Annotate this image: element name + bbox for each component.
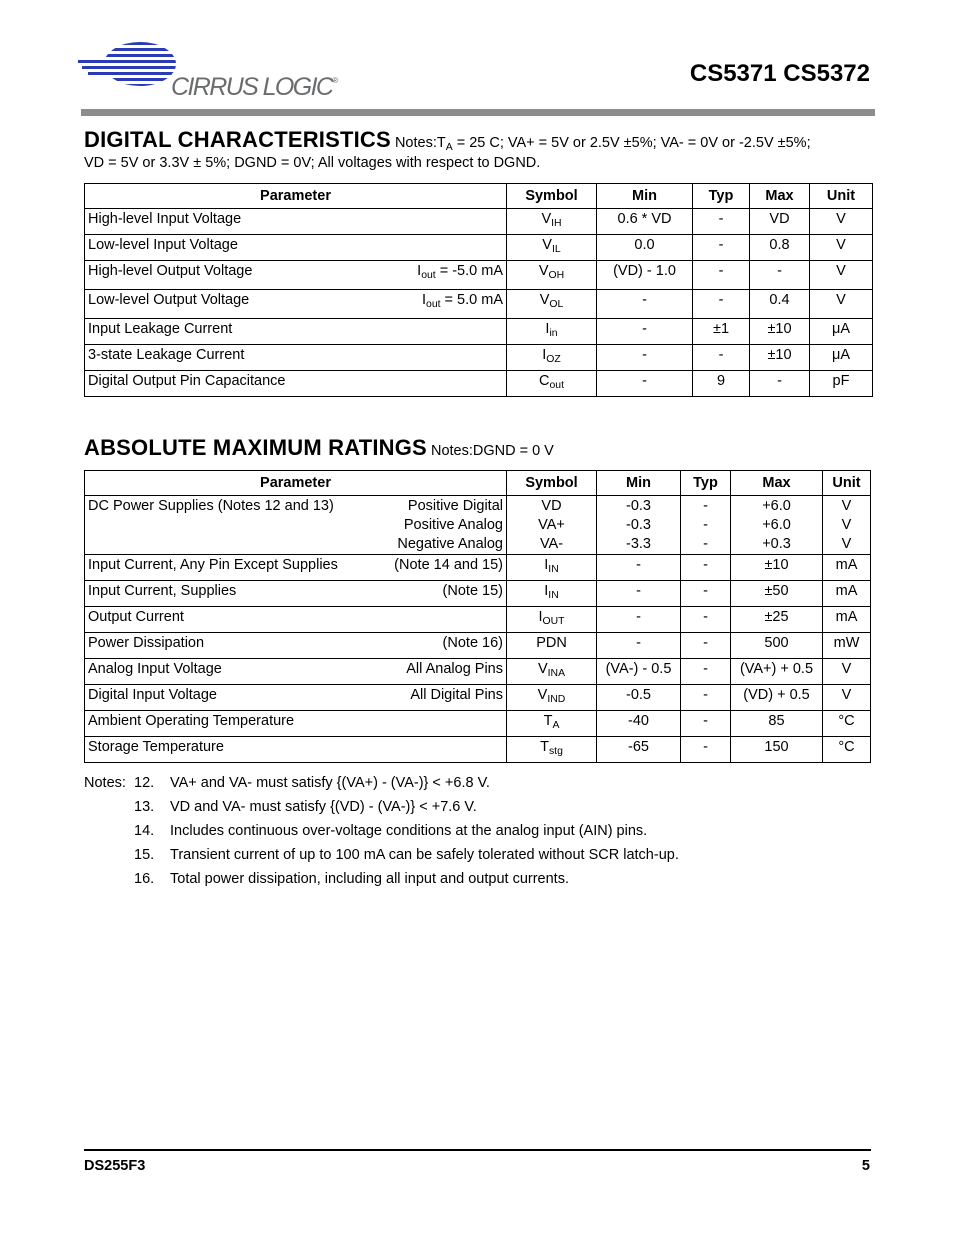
note-number: 12.: [134, 775, 155, 791]
max-cell: ±25: [731, 607, 823, 633]
param-name: Digital Input Voltage: [88, 687, 217, 703]
param-name: High-level Input Voltage: [88, 211, 242, 227]
table-header-row: [85, 471, 871, 496]
param-cell: [85, 290, 507, 319]
min-cell: -: [597, 607, 681, 633]
min-cell: -: [597, 581, 681, 607]
table-header-row: [85, 184, 873, 209]
unit-cell: mW: [823, 633, 871, 659]
col-header: Max: [750, 184, 810, 209]
symbol-cell: $T_A$: [507, 711, 597, 737]
symbol-cell: $V_{OL}$: [507, 290, 597, 319]
col-header: Max: [731, 471, 823, 496]
unit-cell: V: [810, 209, 873, 235]
symbol-cell: VD VA+ VA-: [507, 496, 597, 555]
conditions: Notes:DGND = 0 V: [430, 443, 554, 459]
typ-cell: -: [693, 235, 750, 261]
param-name: Low-level Output Voltage: [88, 292, 250, 308]
note-item: [84, 843, 679, 867]
symbol-cell: $I_{IN}$: [507, 581, 597, 607]
unit-cell: mA: [823, 607, 871, 633]
param-cell: [85, 345, 507, 371]
unit-cell: V: [810, 235, 873, 261]
symbol-cell: $I_{IN}$: [507, 555, 597, 581]
min-cell: -: [597, 633, 681, 659]
min-cell: -65: [597, 737, 681, 763]
table-row: [85, 659, 871, 685]
min-cell: -0.5: [597, 685, 681, 711]
max-cell: ±50: [731, 581, 823, 607]
min-cell: -: [597, 290, 693, 319]
symbol-cell: $I_{OZ}$: [507, 345, 597, 371]
note-text: VD and VA- must satisfy {(VD) - (VA-)} < +7.6 V.: [170, 799, 477, 815]
document-title: CS5371 CS5372: [689, 60, 870, 87]
note-item: [84, 819, 679, 843]
param-cell: [85, 633, 507, 659]
typ-cell: -: [681, 607, 731, 633]
param-cell: [85, 659, 507, 685]
note-text: Total power dissipation, including all input and output currents.: [170, 871, 569, 887]
table-row: [85, 209, 873, 235]
typ-cell: -: [681, 633, 731, 659]
col-header: Parameter: [85, 184, 507, 209]
unit-cell: V: [810, 261, 873, 290]
symbol-cell: $V_{IL}$: [507, 235, 597, 261]
note-number: 14.: [134, 823, 155, 839]
typ-cell: -: [693, 209, 750, 235]
param-condition: (Note 16): [442, 635, 503, 651]
note-text: Includes continuous over-voltage conditions at the analog input (AIN) pins.: [170, 823, 648, 839]
absolute-maximum-ratings-table: [84, 470, 871, 763]
table-row: [85, 235, 873, 261]
unit-cell: μA: [810, 319, 873, 345]
max-cell: 0.4: [750, 290, 810, 319]
max-cell: VD: [750, 209, 810, 235]
symbol-cell: $V_{IH}$: [507, 209, 597, 235]
note-number: 13.: [134, 799, 155, 815]
typ-cell: - - -: [681, 496, 731, 555]
unit-cell: μA: [810, 345, 873, 371]
min-cell: 0.6 * VD: [597, 209, 693, 235]
footer-doc-id: DS255F3: [84, 1158, 146, 1174]
typ-cell: ±1: [693, 319, 750, 345]
param-cell: [85, 319, 507, 345]
note-item: [84, 771, 679, 795]
param-name: DC Power Supplies (Notes 12 and 13): [88, 498, 334, 514]
typ-cell: -: [693, 290, 750, 319]
max-cell: (VD) + 0.5: [731, 685, 823, 711]
param-name: Input Current, Supplies: [88, 583, 237, 599]
max-cell: 150: [731, 737, 823, 763]
header-divider: [81, 109, 875, 116]
min-cell: -: [597, 345, 693, 371]
param-cell: [85, 371, 507, 397]
typ-cell: -: [681, 659, 731, 685]
param-name: Input Current, Any Pin Except Supplies: [88, 557, 338, 573]
param-condition: (Note 15): [442, 583, 503, 599]
param-name: Power Dissipation: [88, 635, 205, 651]
digital-characteristics-table: [84, 183, 873, 397]
col-header: Min: [597, 184, 693, 209]
table-row: [85, 685, 871, 711]
col-header: Symbol: [507, 471, 597, 496]
param-conditions: Positive Digital Positive Analog Negative Analog: [397, 498, 503, 552]
symbol-cell: $I_{in}$: [507, 319, 597, 345]
param-name: High-level Output Voltage: [88, 263, 253, 279]
table-row: [85, 371, 873, 397]
param-condition: (Note 14 and 15): [394, 557, 503, 573]
param-cell: [85, 496, 507, 555]
col-header: Min: [597, 471, 681, 496]
param-cell: [85, 607, 507, 633]
table-row: [85, 607, 871, 633]
param-name: Ambient Operating Temperature: [88, 713, 295, 729]
min-cell: (VD) - 1.0: [597, 261, 693, 290]
typ-cell: -: [681, 581, 731, 607]
symbol-cell: $V_{INA}$: [507, 659, 597, 685]
col-header: Typ: [681, 471, 731, 496]
min-cell: 0.0: [597, 235, 693, 261]
section-title: DIGITAL CHARACTERISTICS: [84, 127, 391, 152]
typ-cell: -: [681, 685, 731, 711]
param-cell: [85, 555, 507, 581]
note-text: VA+ and VA- must satisfy {(VA+) - (VA-)} < +6.8 V.: [170, 775, 490, 791]
symbol-cell: $C_{out}$: [507, 371, 597, 397]
min-cell: (VA-) - 0.5: [597, 659, 681, 685]
param-cell: [85, 261, 507, 290]
param-name: Output Current: [88, 609, 184, 625]
typ-cell: 9: [693, 371, 750, 397]
max-cell: 85: [731, 711, 823, 737]
table-row: [85, 345, 873, 371]
max-cell: (VA+) + 0.5: [731, 659, 823, 685]
param-name: Storage Temperature: [88, 739, 224, 755]
param-cell: [85, 685, 507, 711]
footer-divider: [84, 1149, 871, 1151]
param-name: 3-state Leakage Current: [88, 347, 245, 363]
note-text: Transient current of up to 100 mA can be safely tolerated without SCR latch-up.: [170, 847, 679, 863]
unit-cell: mA: [823, 581, 871, 607]
param-cell: [85, 235, 507, 261]
section-title: ABSOLUTE MAXIMUM RATINGS: [84, 435, 427, 460]
max-cell: 500: [731, 633, 823, 659]
logo-text: CIRRUS LOGIC®: [171, 73, 339, 101]
min-cell: -40: [597, 711, 681, 737]
col-header: Typ: [693, 184, 750, 209]
min-cell: -: [597, 319, 693, 345]
col-header: Unit: [823, 471, 871, 496]
notes-list: [84, 771, 679, 891]
cirrus-logic-logo: [78, 40, 338, 102]
symbol-cell: $I_{OUT}$: [507, 607, 597, 633]
table-row: [85, 555, 871, 581]
max-cell: 0.8: [750, 235, 810, 261]
max-cell: -: [750, 261, 810, 290]
unit-cell: V: [823, 659, 871, 685]
conditions-line-2: VD = 5V or 3.3V ± 5%; DGND = 0V; All voltages with respect to DGND.: [84, 155, 541, 171]
param-condition: $I_{out} = -5.0$ mA: [417, 263, 503, 281]
unit-cell: °C: [823, 737, 871, 763]
absolute-maximum-ratings-heading: [84, 435, 874, 461]
min-cell: -0.3 -0.3 -3.3: [597, 496, 681, 555]
table-row: [85, 290, 873, 319]
table-row: [85, 261, 873, 290]
col-header: Unit: [810, 184, 873, 209]
symbol-cell: $V_{OH}$: [507, 261, 597, 290]
symbol-cell: PDN: [507, 633, 597, 659]
symbol-cell: $T_{stg}$: [507, 737, 597, 763]
min-cell: -: [597, 371, 693, 397]
param-name: Input Leakage Current: [88, 321, 233, 337]
table-row: [85, 496, 871, 555]
param-name: Digital Output Pin Capacitance: [88, 373, 286, 389]
max-cell: ±10: [750, 319, 810, 345]
notes-label: Notes:: [84, 775, 126, 791]
symbol-cell: $V_{IND}$: [507, 685, 597, 711]
param-cell: [85, 209, 507, 235]
note-item: [84, 795, 679, 819]
note-item: [84, 867, 679, 891]
param-condition: All Analog Pins: [406, 661, 503, 677]
max-cell: ±10: [731, 555, 823, 581]
unit-cell: V: [823, 685, 871, 711]
col-header: Parameter: [85, 471, 507, 496]
table-row: [85, 581, 871, 607]
table-row: [85, 633, 871, 659]
unit-cell: V: [810, 290, 873, 319]
note-number: 16.: [134, 871, 155, 887]
table-row: [85, 711, 871, 737]
max-cell: +6.0 +6.0 +0.3: [731, 496, 823, 555]
note-number: 15.: [134, 847, 155, 863]
typ-cell: -: [681, 711, 731, 737]
conditions: $Notes:T_A = 25$ C; VA+ = 5V or 2.5V ±5%; VA- = 0V or -2.5V ±5%;: [394, 135, 811, 153]
min-cell: -: [597, 555, 681, 581]
unit-cell: mA: [823, 555, 871, 581]
typ-cell: -: [693, 345, 750, 371]
cirrus-logo-mark-icon: [78, 40, 178, 102]
typ-cell: -: [681, 737, 731, 763]
typ-cell: -: [681, 555, 731, 581]
max-cell: -: [750, 371, 810, 397]
param-cell: [85, 581, 507, 607]
col-header: Symbol: [507, 184, 597, 209]
unit-cell: pF: [810, 371, 873, 397]
footer-page-number: 5: [861, 1158, 870, 1174]
digital-characteristics-heading: [84, 127, 874, 173]
unit-cell: V V V: [823, 496, 871, 555]
param-cell: [85, 711, 507, 737]
param-cell: [85, 737, 507, 763]
max-cell: ±10: [750, 345, 810, 371]
param-condition: All Digital Pins: [410, 687, 503, 703]
param-condition: $I_{out} = 5.0$ mA: [421, 292, 503, 310]
table-row: [85, 319, 873, 345]
param-name: Low-level Input Voltage: [88, 237, 238, 253]
param-name: Analog Input Voltage: [88, 661, 222, 677]
typ-cell: -: [693, 261, 750, 290]
table-row: [85, 737, 871, 763]
unit-cell: °C: [823, 711, 871, 737]
